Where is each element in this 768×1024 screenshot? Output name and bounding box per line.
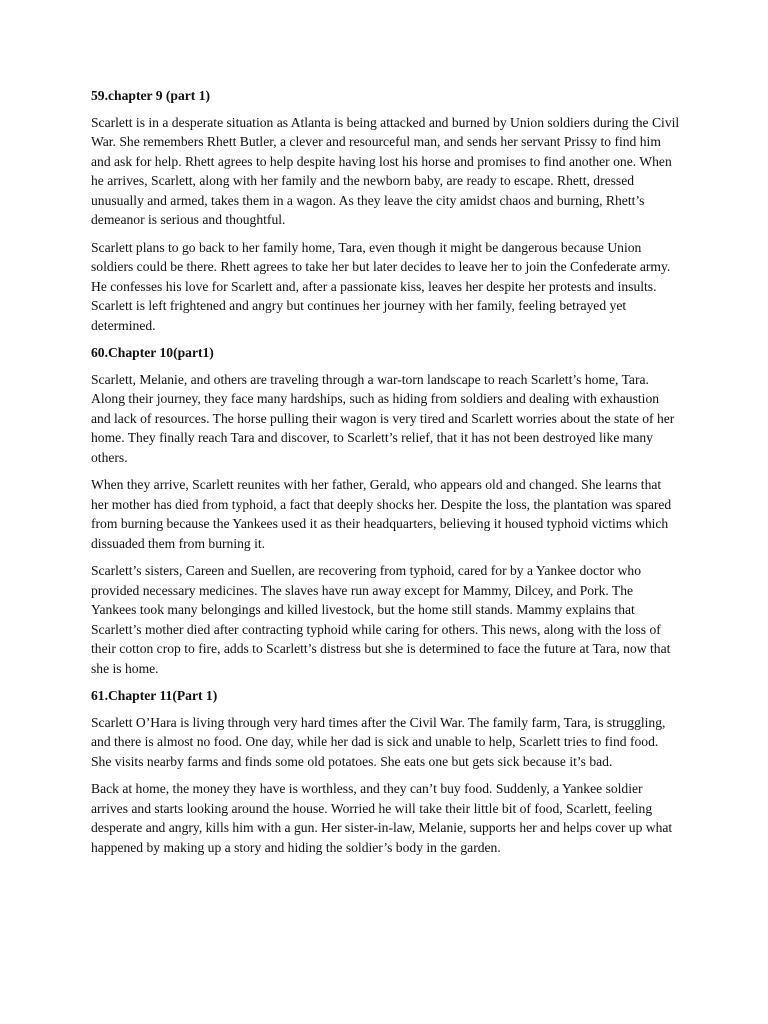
- paragraph: When they arrive, Scarlett reunites with her father, Gerald, who appears old and changed. She learns that her mother has died from typhoid, a fact that deeply shocks her. Despite the loss, the plantation was spared from burning because the Yankees used it as their headquarters, believing it housed typhoid victims which dissuaded them from burning it.: [91, 477, 672, 551]
- section-heading: 60.Chapter 10(part1): [91, 345, 214, 360]
- paragraph: Scarlett is in a desperate situation as Atlanta is being attacked and burned by Union soldiers during the Civil War. She remembers Rhett Butler, a clever and resourceful man, and sends her servant Prissy to find him and ask for help. Rhett agrees to help despite having lost his horse and promises to find another one. When he arrives, Scarlett, along with her family and the newborn baby, are ready to escape. Rhett, dressed unusually and armed, takes them in a wagon. As they leave the city amidst chaos and burning, Rhett’s demeanor is serious and thoughtful.: [91, 114, 680, 227]
- section-chapter-11: [91, 686, 681, 857]
- paragraph: Back at home, the money they have is worthless, and they can’t buy food. Suddenly, a Yankee soldier arrives and starts looking around the house. Worried he will take their little bit of food, Scarlett, feeling desperate and angry, kills him with a gun. Her sister-in-law, Melanie, supports her and helps cover up what happened by making up a story and hiding the soldier’s body in the garden.: [91, 781, 673, 855]
- section-heading: 61.Chapter 11(Part 1): [91, 688, 218, 703]
- document-page: [91, 86, 681, 865]
- paragraph: Scarlett’s sisters, Careen and Suellen, are recovering from typhoid, cared for by a Yankee doctor who provided necessary medicines. The slaves have run away except for Mammy, Dilcey, and Pork. The Yankees took many belongings and killed livestock, but the home still stands. Mammy explains that Scarlett’s mother died after contracting typhoid while caring for others. This news, along with the loss of their cotton crop to fire, adds to Scarlett’s distress but she is determined to face the future at Tara, now that she is home.: [91, 563, 671, 676]
- paragraph: Scarlett O’Hara is living through very hard times after the Civil War. The family farm, Tara, is struggling, and there is almost no food. One day, while her dad is sick and unable to help, Scarlett tries to find food. She visits nearby farms and finds some old potatoes. She eats one but gets sick because it’s bad.: [91, 714, 666, 769]
- paragraph: Scarlett, Melanie, and others are traveling through a war-torn landscape to reach Scarlett’s home, Tara. Along their journey, they face many hardships, such as hiding from soldiers and dealing with exhaustion and lack of resources. The horse pulling their wagon is very tired and Scarlett worries about the state of her home. They finally reach Tara and discover, to Scarlett’s relief, that it has not been destroyed like many others.: [91, 371, 675, 465]
- section-chapter-9: [91, 86, 681, 335]
- paragraph: Scarlett plans to go back to her family home, Tara, even though it might be dangerous because Union soldiers could be there. Rhett agrees to take her but later decides to leave her to join the Confederate army. He confesses his love for Scarlett and, after a passionate kiss, leaves her despite her protests and insults. Scarlett is left frightened and angry but continues her journey with her family, feeling betrayed yet determined.: [91, 239, 671, 333]
- section-heading: 59.chapter 9 (part 1): [91, 88, 211, 103]
- section-chapter-10: [91, 343, 681, 678]
